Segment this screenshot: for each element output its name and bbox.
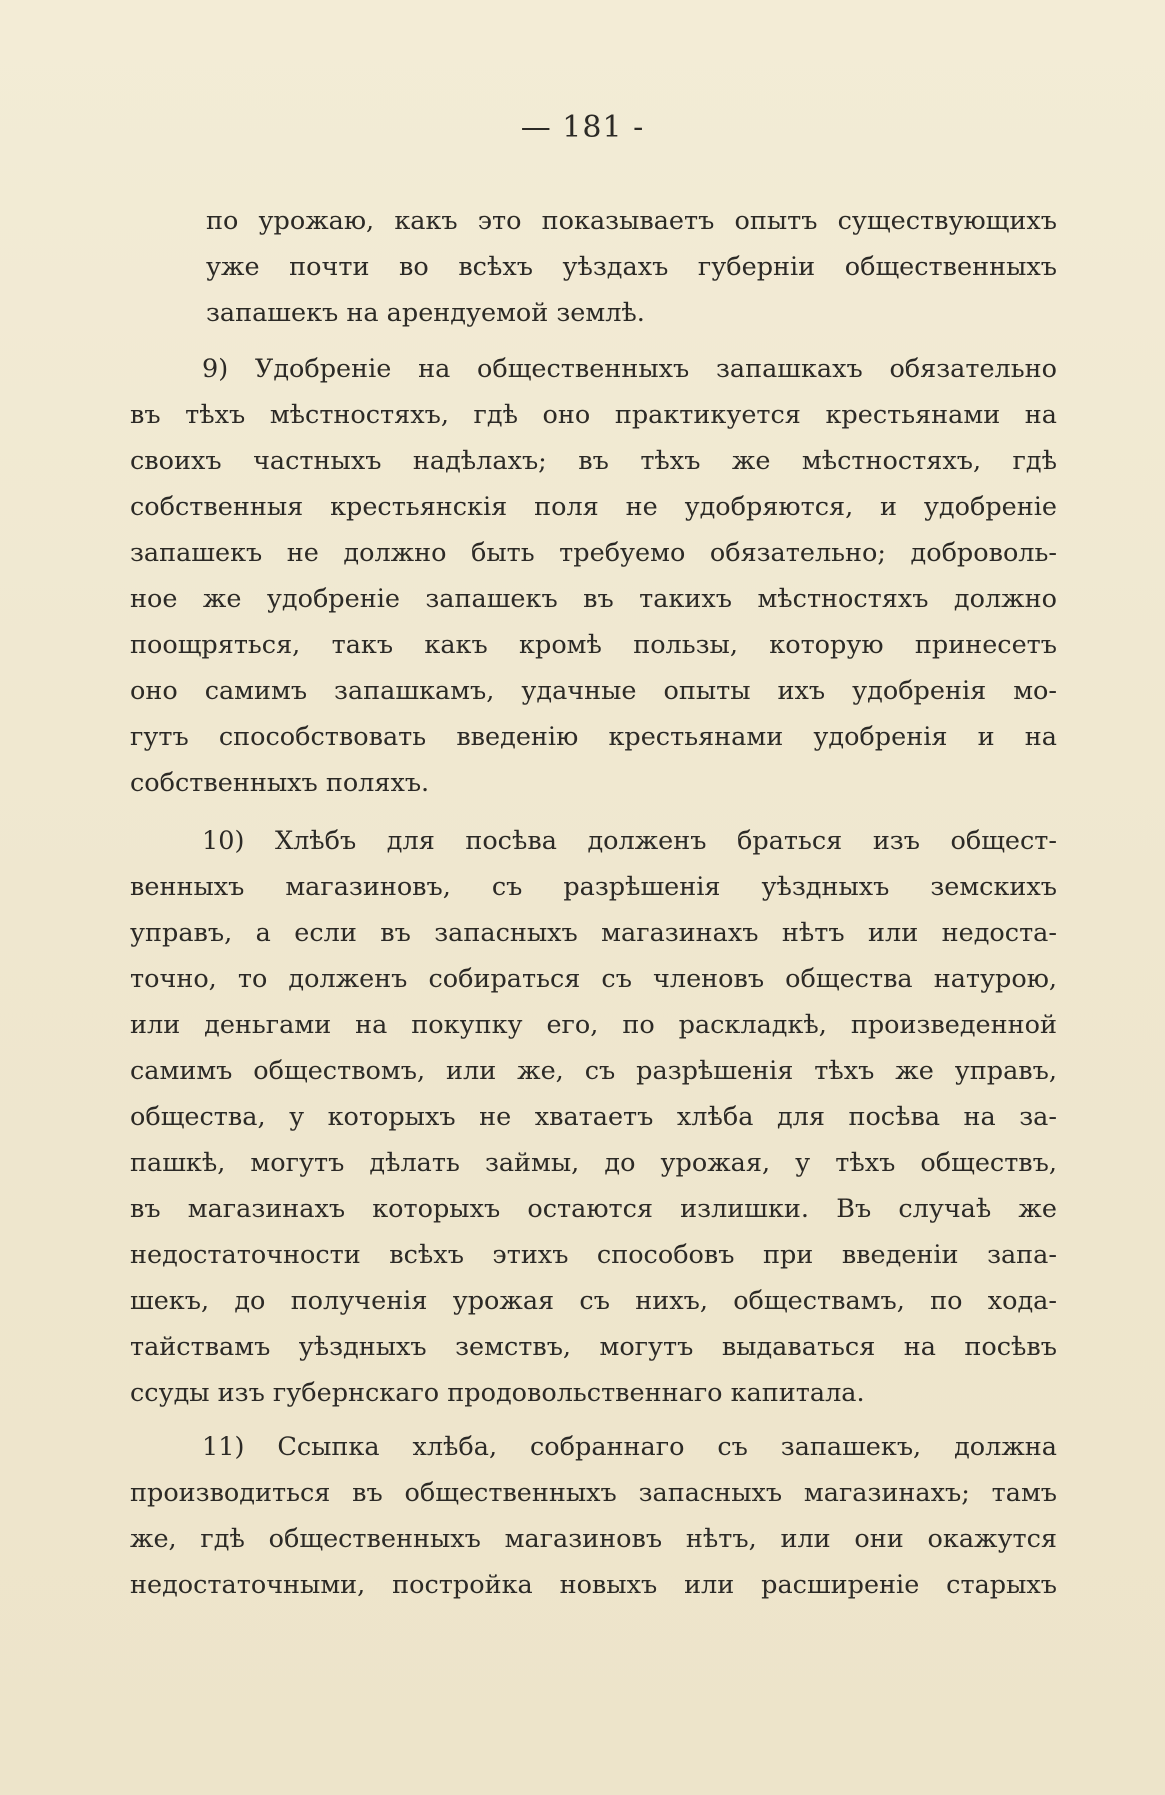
- text-line: общества, у которыхъ не хватаетъ хлѣба для посѣва на за-: [130, 1102, 1057, 1132]
- text-line: управъ, а если въ запасныхъ магазинахъ нѣтъ или недоста-: [130, 918, 1057, 948]
- text-line: тайствамъ уѣздныхъ земствъ, могутъ выдаваться на посѣвъ: [130, 1332, 1057, 1362]
- page-number: — 181 -: [520, 110, 645, 145]
- text-line: запашекъ не должно быть требуемо обязательно; доброволь-: [130, 538, 1057, 568]
- text-line: же, гдѣ общественныхъ магазиновъ нѣтъ, или они окажутся: [130, 1524, 1057, 1554]
- text-line: своихъ частныхъ надѣлахъ; въ тѣхъ же мѣстностяхъ, гдѣ: [130, 446, 1057, 476]
- text-line: 11) Ссыпка хлѣба, собраннаго съ запашекъ, должна: [202, 1432, 1057, 1462]
- paragraph-11: [130, 1424, 1057, 1608]
- text-line: въ тѣхъ мѣстностяхъ, гдѣ оно практикуется крестьянами на: [130, 400, 1057, 430]
- continuation-paragraph: [130, 198, 1057, 336]
- paragraph-9: [130, 346, 1057, 806]
- text-line: производиться въ общественныхъ запасныхъ магазинахъ; тамъ: [130, 1478, 1057, 1508]
- text-line: ссуды изъ губернскаго продовольственнаго капитала.: [130, 1378, 865, 1408]
- text-line: 9) Удобреніе на общественныхъ запашкахъ обязательно: [202, 354, 1057, 384]
- text-line: самимъ обществомъ, или же, съ разрѣшенія тѣхъ же управъ,: [130, 1056, 1057, 1086]
- text-line: оно самимъ запашкамъ, удачные опыты ихъ удобренія мо-: [130, 676, 1057, 706]
- text-line: въ магазинахъ которыхъ остаются излишки. Въ случаѣ же: [130, 1194, 1057, 1224]
- text-line: или деньгами на покупку его, по раскладкѣ, произведенной: [130, 1010, 1057, 1040]
- text-line: собственныя крестьянскія поля не удобряются, и удобреніе: [130, 492, 1057, 522]
- text-line: недостаточными, постройка новыхъ или расширеніе старыхъ: [130, 1570, 1057, 1600]
- text-line: уже почти во всѣхъ уѣздахъ губерніи общественныхъ: [206, 252, 1057, 282]
- text-line: гутъ способствовать введенію крестьянами удобренія и на: [130, 722, 1057, 752]
- text-line: собственныхъ поляхъ.: [130, 768, 430, 798]
- paragraph-10: [130, 818, 1057, 1416]
- text-line: 10) Хлѣбъ для посѣва долженъ браться изъ общест-: [202, 826, 1057, 856]
- text-line: ное же удобреніе запашекъ въ такихъ мѣстностяхъ должно: [130, 584, 1057, 614]
- text-line: по урожаю, какъ это показываетъ опытъ существующихъ: [206, 206, 1057, 236]
- text-line: венныхъ магазиновъ, съ разрѣшенія уѣздныхъ земскихъ: [130, 872, 1057, 902]
- body-text: [130, 198, 1057, 1608]
- text-line: пашкѣ, могутъ дѣлать займы, до урожая, у тѣхъ обществъ,: [130, 1148, 1057, 1178]
- text-line: поощряться, такъ какъ кромѣ пользы, которую принесетъ: [130, 630, 1057, 660]
- text-line: запашекъ на арендуемой землѣ.: [206, 298, 645, 328]
- text-line: точно, то долженъ собираться съ членовъ общества натурою,: [130, 964, 1057, 994]
- text-line: шекъ, до полученія урожая съ нихъ, обществамъ, по хода-: [130, 1286, 1057, 1316]
- text-line: недостаточности всѣхъ этихъ способовъ при введеніи запа-: [130, 1240, 1057, 1270]
